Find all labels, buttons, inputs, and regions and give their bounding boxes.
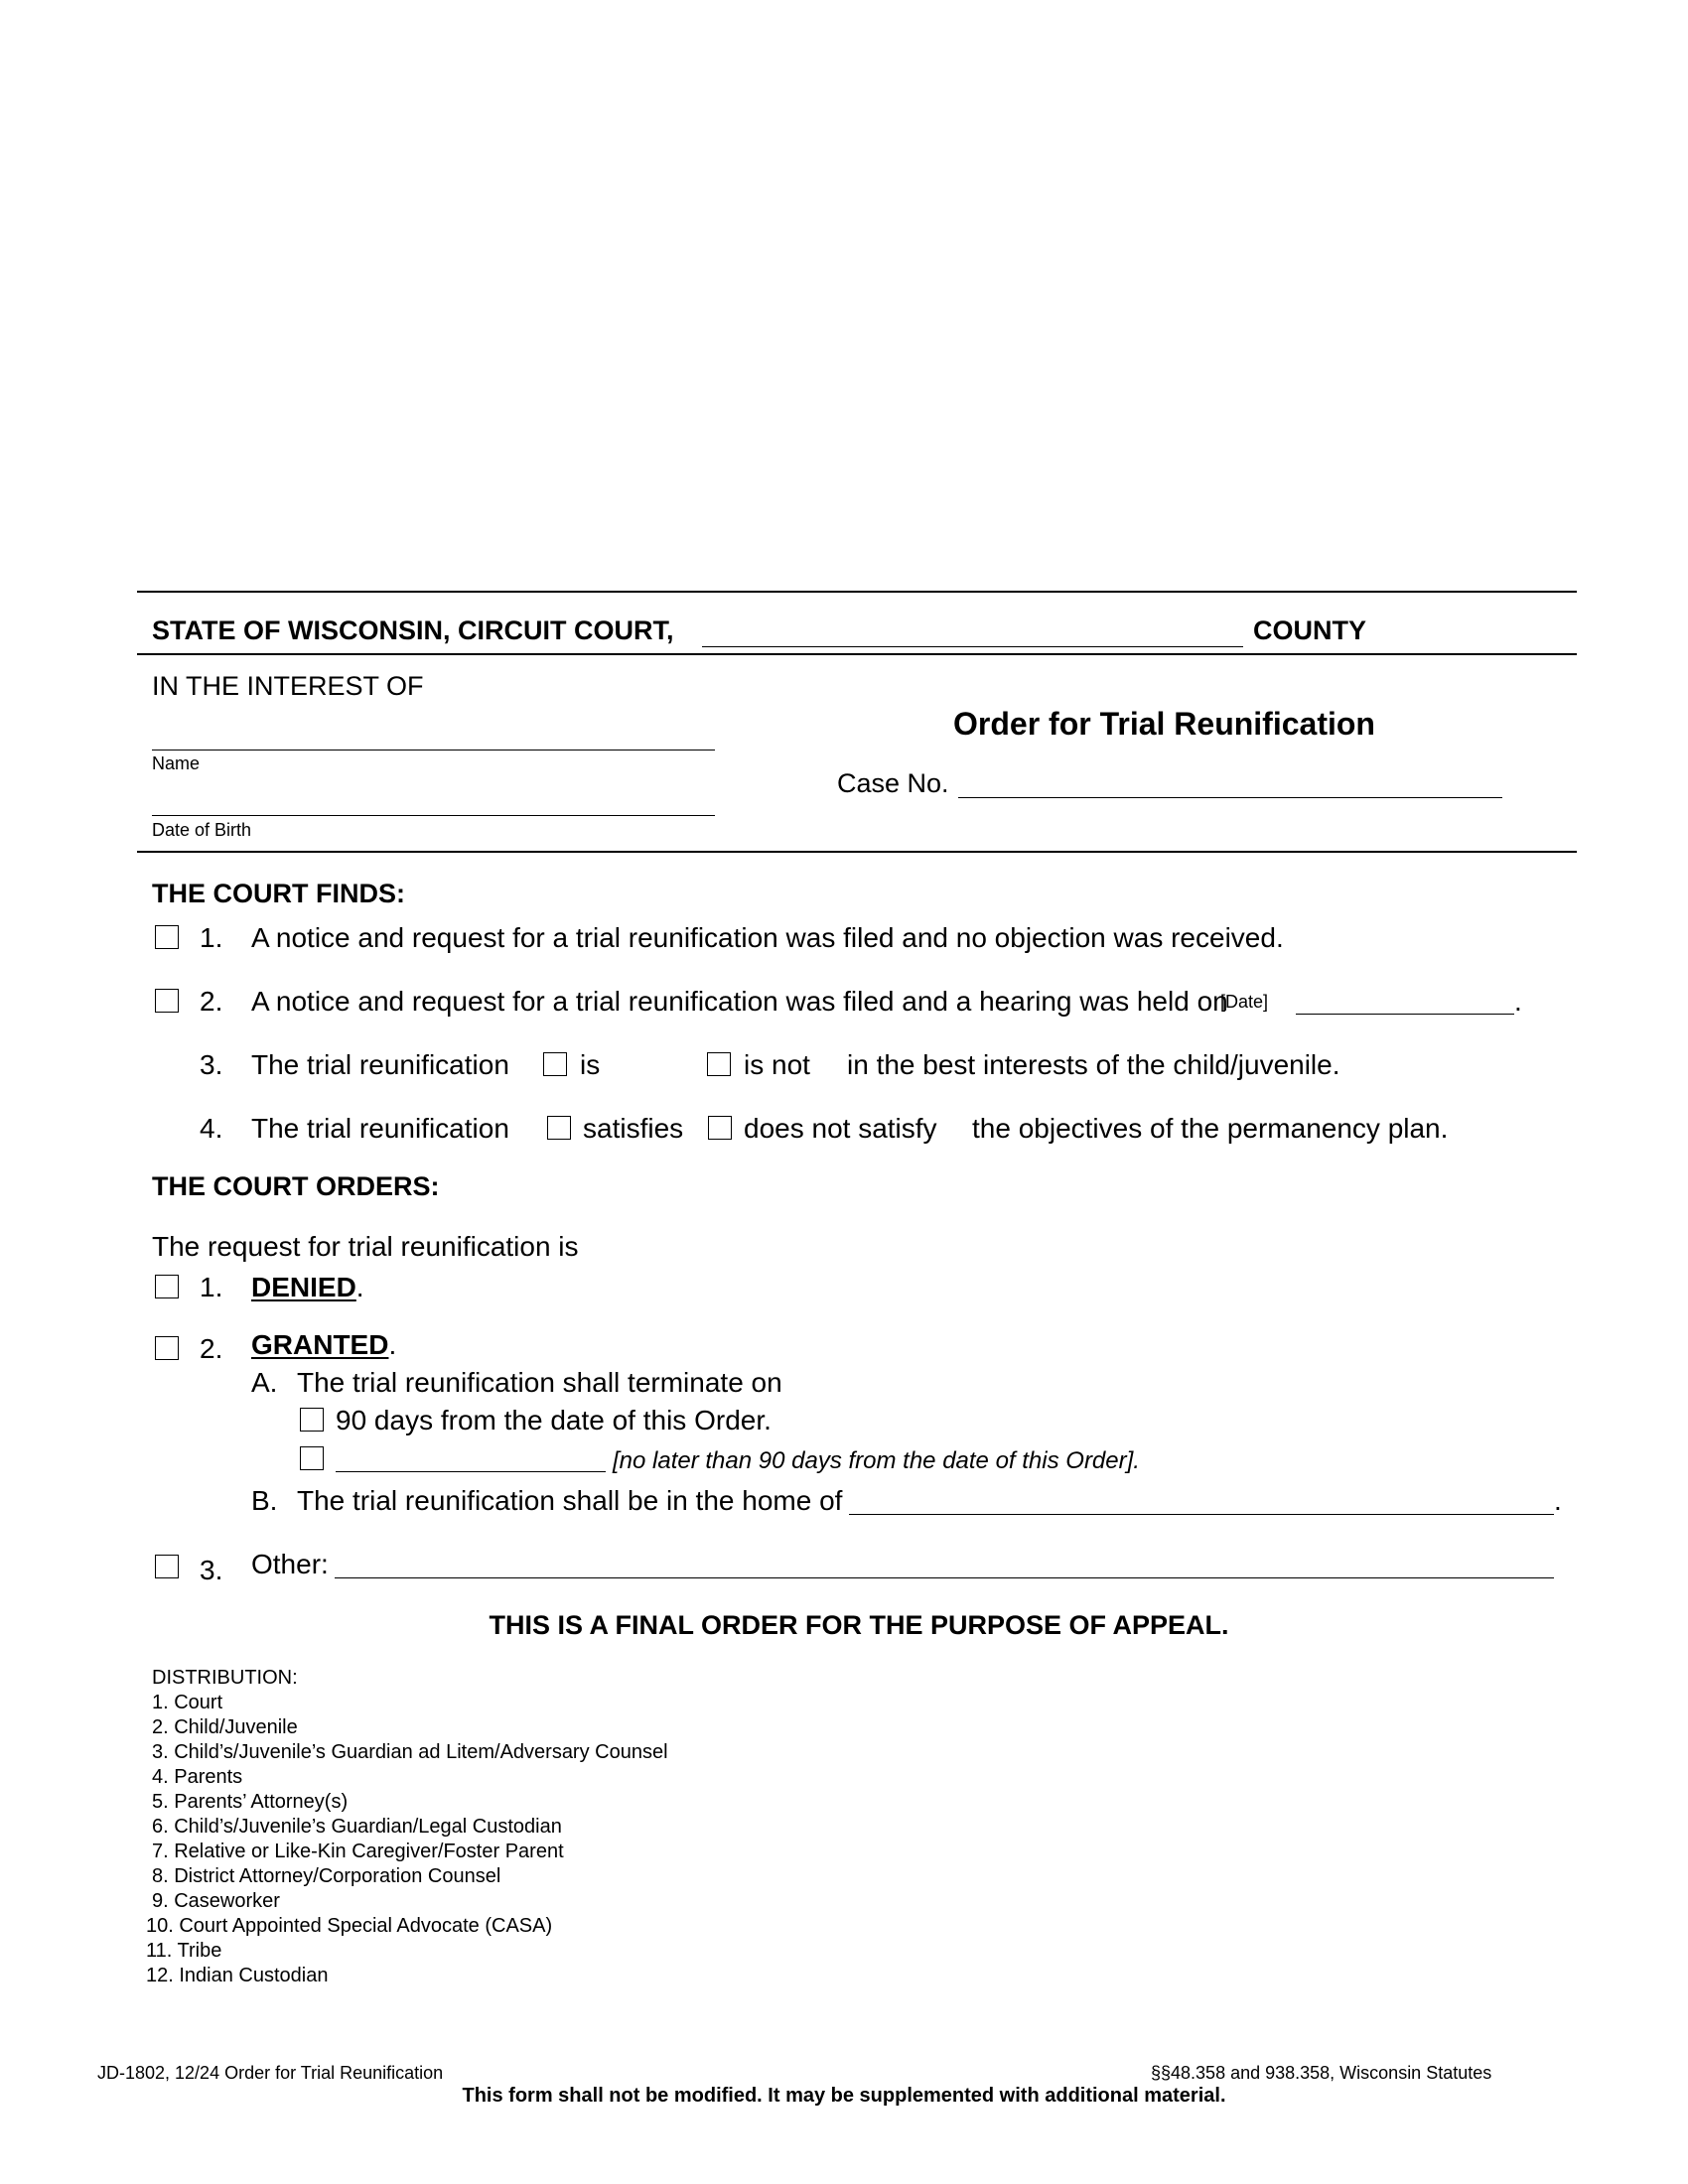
order-denied-checkbox[interactable] [155, 1275, 179, 1298]
statutes-reference: §§48.358 and 938.358, Wisconsin Statutes [1151, 2063, 1492, 2083]
finding-4-satisfies-checkbox[interactable] [547, 1116, 571, 1140]
finding-2-period: . [1514, 986, 1522, 1017]
finding-3-number: 3. [200, 1049, 223, 1080]
in-interest-label: IN THE INTEREST OF [152, 671, 424, 701]
case-no-field[interactable] [958, 797, 1502, 798]
order-2b-text: The trial reunification shall be in the home of [297, 1485, 843, 1516]
finding-2-checkbox[interactable] [155, 989, 179, 1013]
form-id: JD-1802, 12/24 Order for Trial Reunification [97, 2063, 444, 2083]
order-2b-period: . [1554, 1485, 1562, 1516]
order-other-checkbox[interactable] [155, 1555, 179, 1578]
header-rule [137, 653, 1577, 655]
order-2a-label: A. [251, 1367, 278, 1398]
distribution-list [146, 1691, 668, 1988]
finding-3-is-checkbox[interactable] [543, 1052, 567, 1076]
top-rule [137, 591, 1577, 593]
distribution-item: 10. Court Appointed Special Advocate (CASA) [146, 1915, 553, 1937]
distribution-item: 1. Court [152, 1692, 223, 1713]
other-field[interactable] [335, 1577, 1554, 1578]
state-court-label: STATE OF WISCONSIN, CIRCUIT COURT, [152, 615, 674, 645]
county-name-field[interactable] [702, 646, 1243, 647]
distribution-item: 8. District Attorney/Corporation Counsel [152, 1865, 501, 1887]
order-denied-line [251, 1272, 364, 1303]
denied-label: DENIED [251, 1272, 356, 1302]
order-2-number: 2. [200, 1333, 223, 1364]
denied-period: . [355, 1272, 364, 1302]
finding-3-tail: in the best interests of the child/juvenile. [847, 1049, 1340, 1080]
distribution-item: 5. Parents’ Attorney(s) [152, 1791, 349, 1813]
finding-1-text: A notice and request for a trial reunification was filed and no objection was received. [251, 922, 1284, 953]
finding-4-satisfies-label: satisfies [583, 1113, 684, 1144]
form-title: Order for Trial Reunification [953, 706, 1375, 742]
finding-4-text: The trial reunification [251, 1113, 509, 1144]
distribution-item: 7. Relative or Like-Kin Caregiver/Foster Parent [152, 1841, 564, 1862]
case-no-label: Case No. [837, 768, 949, 798]
finding-1-number: 1. [200, 922, 223, 953]
finding-4-number: 4. [200, 1113, 223, 1144]
distribution-item: 4. Parents [152, 1766, 243, 1788]
other-label: Other: [251, 1549, 329, 1579]
terminate-90-days-checkbox[interactable] [300, 1408, 324, 1432]
hearing-date-field[interactable] [1296, 1014, 1514, 1015]
name-label: Name [152, 753, 201, 773]
modification-notice: This form shall not be modified. It may be supplemented with additional material. [462, 2085, 1226, 2107]
orders-intro: The request for trial reunification is [152, 1231, 579, 1262]
order-2b-label: B. [251, 1485, 278, 1516]
distribution-item: 9. Caseworker [152, 1890, 280, 1912]
finding-4-tail: the objectives of the permanency plan. [972, 1113, 1449, 1144]
finding-3-is-not-label: is not [744, 1049, 810, 1080]
order-2a-text: The trial reunification shall terminate on [297, 1367, 782, 1398]
dob-label: Date of Birth [152, 820, 252, 840]
finding-3-text: The trial reunification [251, 1049, 509, 1080]
order-granted-checkbox[interactable] [155, 1336, 179, 1360]
granted-period: . [388, 1329, 397, 1360]
dob-field[interactable] [152, 815, 715, 816]
distribution-item: 6. Child’s/Juvenile’s Guardian/Legal Custodian [152, 1816, 562, 1838]
granted-label: GRANTED [251, 1329, 389, 1360]
home-of-field[interactable] [849, 1514, 1554, 1515]
finding-2-number: 2. [200, 986, 223, 1017]
county-label: COUNTY [1253, 615, 1366, 645]
distribution-heading: DISTRIBUTION: [152, 1667, 298, 1689]
orders-heading: THE COURT ORDERS: [152, 1171, 440, 1201]
finding-4-not-satisfy-checkbox[interactable] [708, 1116, 732, 1140]
final-order-notice: THIS IS A FINAL ORDER FOR THE PURPOSE OF APPEAL. [489, 1610, 1229, 1640]
order-granted-line [251, 1329, 396, 1361]
terminate-90-days-label: 90 days from the date of this Order. [336, 1405, 772, 1435]
order-1-number: 1. [200, 1272, 223, 1302]
finding-3-is-not-checkbox[interactable] [707, 1052, 731, 1076]
finding-2-text: A notice and request for a trial reunification was filed and a hearing was held on [251, 986, 1228, 1017]
finding-1-checkbox[interactable] [155, 925, 179, 949]
terminate-custom-date-checkbox[interactable] [300, 1446, 324, 1470]
distribution-item: 12. Indian Custodian [146, 1965, 329, 1986]
finding-4-not-satisfy-label: does not satisfy [744, 1113, 937, 1144]
findings-rule [137, 851, 1577, 853]
findings-heading: THE COURT FINDS: [152, 879, 405, 908]
distribution-item: 11. Tribe [146, 1940, 222, 1962]
distribution-item: 2. Child/Juvenile [152, 1716, 298, 1738]
finding-2-date-label: [Date] [1220, 992, 1269, 1012]
distribution-item: 3. Child’s/Juvenile’s Guardian ad Litem/Adversary Counsel [152, 1741, 668, 1763]
order-3-number: 3. [200, 1555, 223, 1585]
name-field[interactable] [152, 750, 715, 751]
terminate-custom-date-note: [no later than 90 days from the date of this Order]. [613, 1447, 1140, 1474]
terminate-custom-date-field[interactable] [336, 1471, 606, 1472]
finding-3-is-label: is [580, 1049, 601, 1080]
